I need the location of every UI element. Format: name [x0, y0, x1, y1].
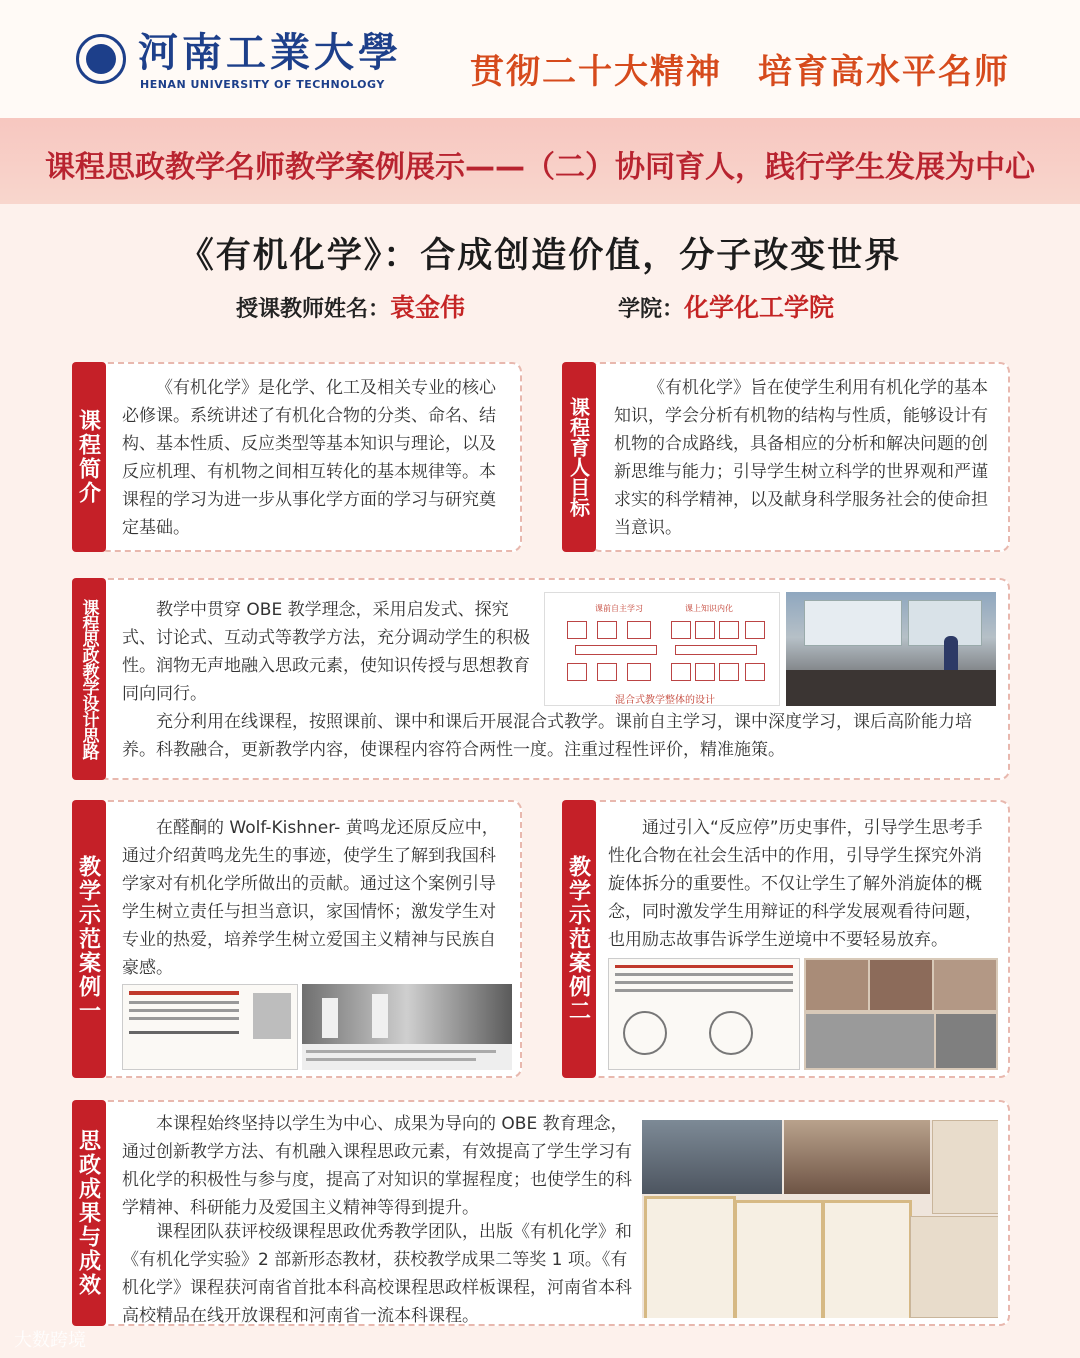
- diagram-box: [567, 663, 587, 681]
- slide-heading-bar: [615, 965, 793, 968]
- diagram-caption: 混合式教学整体的设计: [615, 695, 715, 706]
- molecule-structure-icon: [623, 1011, 667, 1055]
- teacher-name-label: 授课教师姓名：: [236, 297, 391, 322]
- group-discussion-photo: [784, 1120, 930, 1194]
- history-photo: [870, 960, 932, 1010]
- diagram-box: [671, 663, 691, 681]
- portrait-photo: [253, 993, 291, 1039]
- history-photo: [934, 960, 996, 1010]
- slide-text-line: [615, 973, 793, 976]
- classroom-photo: [786, 592, 996, 706]
- slide-text-line: [129, 1009, 239, 1012]
- huang-minglong-slide: [122, 984, 298, 1070]
- diagram-box: [627, 621, 651, 639]
- honor-certificate: [910, 1216, 998, 1318]
- intro-tab: 课程简介: [72, 362, 106, 552]
- thalidomide-history-photos: [804, 958, 998, 1070]
- main-title: 《有机化学》：合成创造价值，分子改变世界: [178, 235, 902, 276]
- history-photo: [806, 1014, 934, 1068]
- thalidomide-slide: [608, 958, 800, 1070]
- classroom-photo: [642, 1120, 782, 1194]
- teacher-name-line: [236, 288, 465, 324]
- diagram-box: [745, 663, 765, 681]
- header: [0, 0, 1080, 118]
- student-rows: [786, 670, 996, 706]
- design-text-1: 教学中贯穿 OBE 教学理念，采用启发式、探究式、讨论式、互动式等教学方法，充分调动学生的积极性。润物无声地融入思政元素，使知识传授与思想教育同向同行。: [122, 600, 530, 704]
- diagram-box: [597, 621, 617, 639]
- slide-text-line: [129, 1017, 239, 1020]
- slide-text-line: [129, 1001, 239, 1004]
- diagram-box: [745, 621, 765, 639]
- diagram-header-in: 课上知识内化: [685, 604, 733, 613]
- diagram-box: [671, 621, 691, 639]
- slide-text-line: [615, 981, 793, 984]
- subtitle: 课程思政教学名师教学案例展示——（二）协同育人，践行学生发展为中心: [45, 150, 1035, 185]
- honor-certificate: [932, 1120, 998, 1214]
- diagram-box: [575, 645, 657, 655]
- results-tab: 思政成果与成效: [72, 1100, 106, 1326]
- molecule-structure-icon: [709, 1011, 753, 1055]
- watermark: 大数跨境: [14, 1330, 86, 1351]
- goal-text: 《有机化学》旨在使学生利用有机化学的基本知识，学会分析有机物的结构与性质，能够设计有机物的合成路线，具备相应的分析和解决问题的创新思维与能力；引导学生树立科学的世界观和严谨求实的科学精神，以及献身科学服务社会的使命担当意识。: [614, 378, 988, 538]
- photo-caption-line: [306, 1058, 476, 1061]
- results-text-1: 本课程始终坚持以学生为中心、成果为导向的 OBE 教育理念，通过创新教学方法、有机融入课程思政元素，有效提高了学生学习有机化学的积极性与参与度，提高了对知识的掌握程度；也使学生的科学精神、科研能力及爱国主义精神等得到提升。: [122, 1114, 632, 1218]
- intro-text: 《有机化学》是化学、化工及相关专业的核心必修课。系统讲述了有机化合物的分类、命名、结构、基本性质、反应类型等基本知识与理论，以及反应机理、有机物之间相互转化的基本规律等。本课程的学习为进一步从事化学方面的学习与研究奠定基础。: [122, 378, 496, 538]
- results-text-2: 课程团队获评校级课程思政优秀教学团队，出版《有机化学》和《有机化学实验》2 部新形态教材，获校教学成果二等奖 1 项。《有机化学》课程获河南省首批本科高校课程思政样板课程，河南省本科高校精品在线开放课程和河南省一流本科课程。: [122, 1222, 632, 1326]
- university-seal-icon: [76, 34, 126, 84]
- diagram-box: [695, 621, 715, 639]
- college-name: 化学化工学院: [684, 293, 835, 322]
- diagram-header-pre: 课前自主学习: [595, 604, 643, 613]
- provincial-course-certificate: [644, 1196, 736, 1318]
- diagram-box: [719, 663, 739, 681]
- slogan: 贯彻二十大精神 培育高水平名师: [470, 52, 1010, 92]
- history-photo: [806, 960, 868, 1010]
- diagram-box: [675, 645, 757, 655]
- scientist-figure: [372, 994, 388, 1038]
- provincial-course-certificate: [822, 1200, 912, 1318]
- diagram-box: [567, 621, 587, 639]
- lab-history-photo: [302, 984, 512, 1070]
- reaction-equation: [129, 1031, 239, 1034]
- example1-tab: 教学示范案例一: [72, 800, 106, 1078]
- provincial-course-certificate: [734, 1200, 824, 1318]
- college-line: [618, 288, 834, 324]
- slide-text-line: [615, 989, 793, 992]
- diagram-box: [719, 621, 739, 639]
- example1-text: 在醛酮的 Wolf-Kishner- 黄鸣龙还原反应中，通过介绍黄鸣龙先生的事迹，使学生了解到我国科学家对有机化学所做出的贡献。通过这个案例引导学生树立责任与担当意识，家国情怀；激发学生对专业的热爱，培养学生树立爱国主义精神与民族自豪感。: [122, 818, 499, 978]
- goal-tab: 课程育人目标: [562, 362, 596, 552]
- achievement-certificates-collage: [642, 1120, 998, 1318]
- university-name-en: HENAN UNIVERSITY OF TECHNOLOGY: [140, 78, 385, 91]
- university-name-cn: 河南工業大學: [138, 29, 402, 76]
- design-tab: 课程思政教学设计思路: [72, 578, 106, 780]
- example2-text: 通过引入“反应停”历史事件，引导学生思考手性化合物在社会生活中的作用，引导学生探究外消旋体拆分的重要性。不仅让学生了解外消旋体的概念，同时激发学生用辩证的科学发展观看待问题，也用励志故事告诉学生逆境中不要轻易放弃。: [608, 818, 983, 950]
- scientist-figure: [322, 998, 338, 1038]
- diagram-box: [627, 663, 651, 681]
- teacher-name: 袁金伟: [390, 293, 466, 322]
- design-text-2: 充分利用在线课程，按照课前、课中和课后开展混合式教学。课前自主学习，课中深度学习，课后高阶能力培养。科教融合，更新教学内容，使课程内容符合两性一度。注重过程性评价，精准施策。: [122, 712, 972, 760]
- blended-teaching-diagram: [544, 592, 780, 706]
- projector-screen: [804, 600, 902, 646]
- slide-heading-bar: [129, 991, 239, 995]
- diagram-box: [597, 663, 617, 681]
- diagram-box: [695, 663, 715, 681]
- college-label: 学院：: [618, 297, 685, 322]
- history-photo: [936, 1014, 996, 1068]
- photo-caption-line: [306, 1050, 496, 1053]
- example2-tab: 教学示范案例二: [562, 800, 596, 1078]
